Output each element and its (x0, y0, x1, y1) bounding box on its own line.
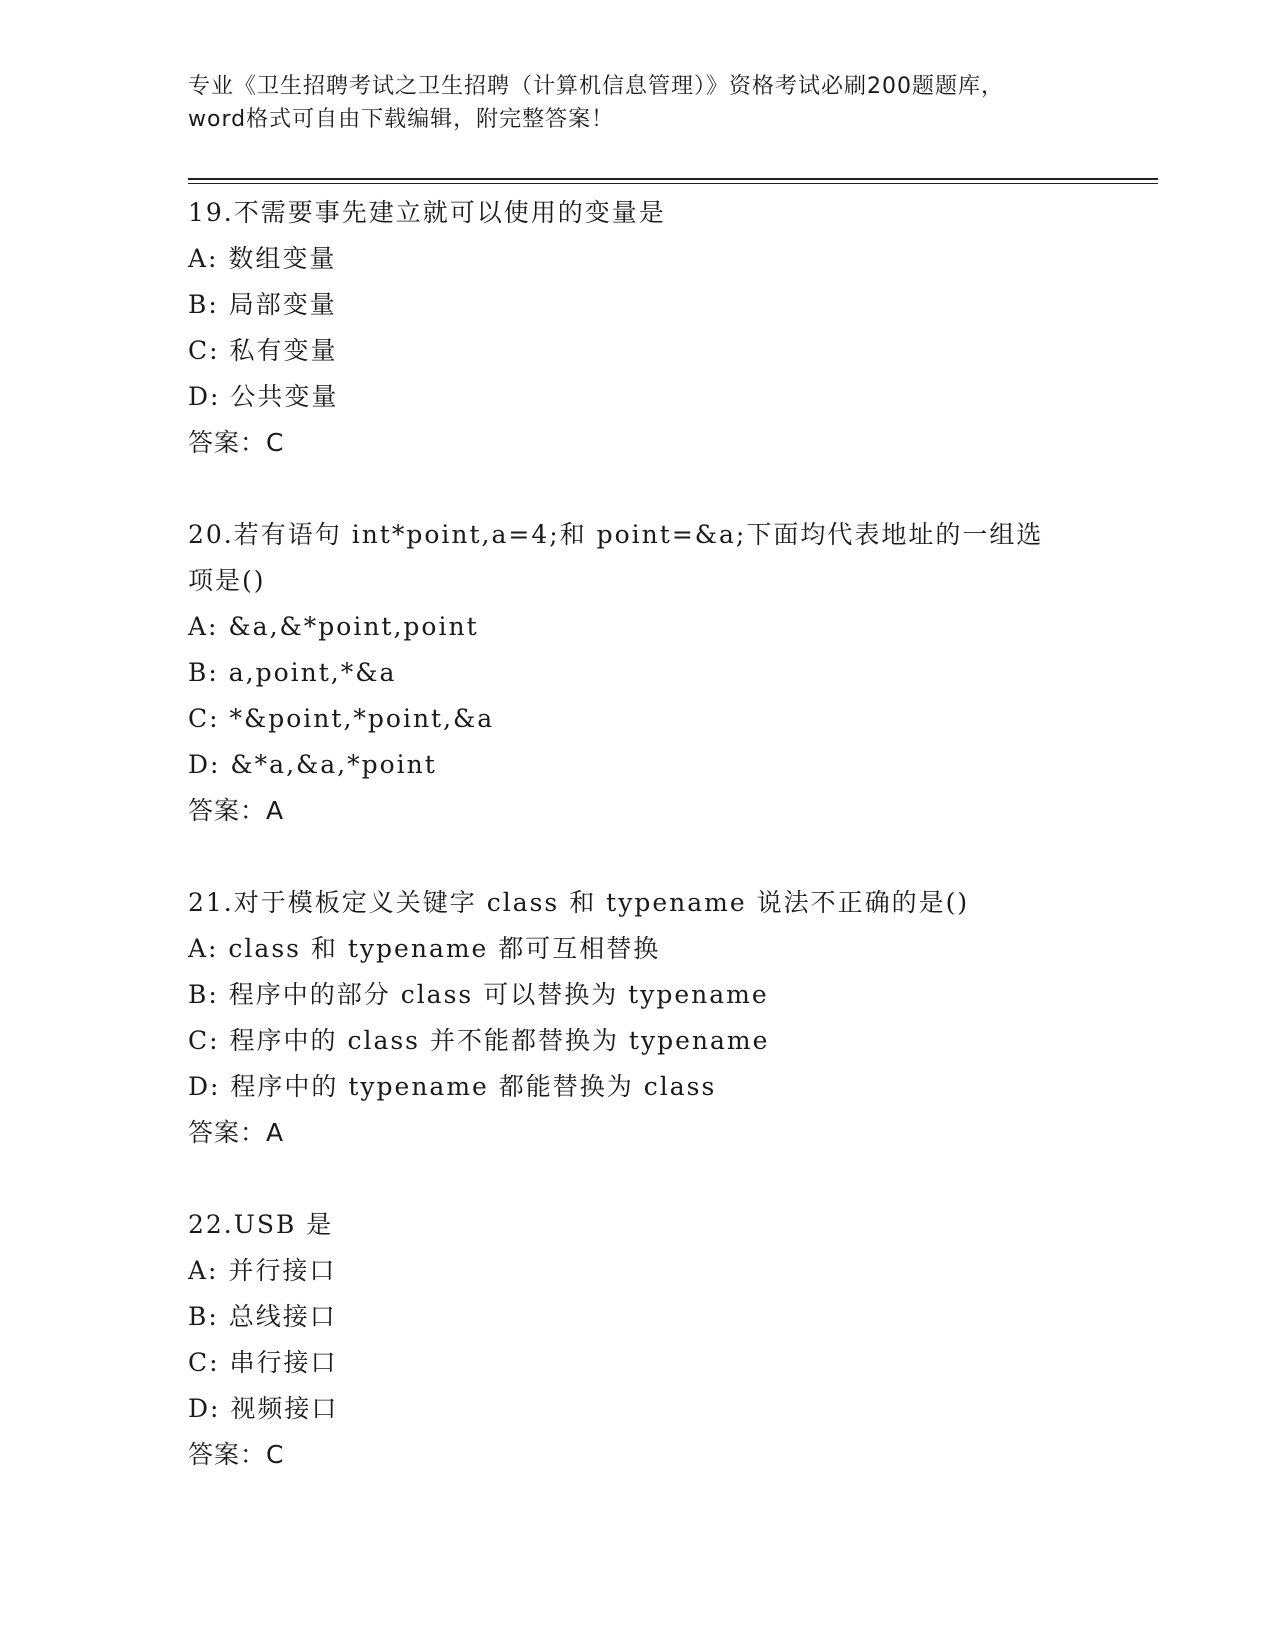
option-c: C: *&point,*point,&a (188, 704, 495, 733)
question-21 (188, 880, 1088, 1156)
question-title: 20.若有语句 int*point,a=4;和 point=&a;下面均代表地址的一组选项是() (188, 520, 1044, 595)
option-a: A: 并行接口 (188, 1256, 337, 1285)
answer-label: 答案：C (188, 1440, 285, 1469)
question-19 (188, 190, 1088, 466)
option-d: D: 视频接口 (188, 1394, 339, 1423)
option-b: B: 总线接口 (188, 1302, 337, 1331)
header-line-2: word格式可自由下载编辑，附完整答案！ (188, 107, 615, 132)
question-22 (188, 1202, 1088, 1478)
header-divider-thick (188, 178, 1158, 180)
option-b: B: 局部变量 (188, 290, 337, 319)
document-header (188, 70, 1088, 136)
question-title: 21.对于模板定义关键字 class 和 typename 说法不正确的是() (188, 888, 970, 917)
option-a: A: class 和 typename 都可互相替换 (188, 934, 661, 963)
question-title: 19.不需要事先建立就可以使用的变量是 (188, 198, 666, 227)
option-c: C: 私有变量 (188, 336, 338, 365)
option-d: D: 公共变量 (188, 382, 339, 411)
question-20 (188, 512, 1088, 834)
option-c: C: 程序中的 class 并不能都替换为 typename (188, 1026, 770, 1055)
option-c: C: 串行接口 (188, 1348, 338, 1377)
option-b: B: 程序中的部分 class 可以替换为 typename (188, 980, 769, 1009)
option-a: A: &a,&*point,point (188, 612, 479, 641)
question-list (188, 190, 1088, 1524)
option-d: D: 程序中的 typename 都能替换为 class (188, 1072, 717, 1101)
question-title: 22.USB 是 (188, 1210, 334, 1239)
option-b: B: a,point,*&a (188, 658, 397, 687)
answer-label: 答案：C (188, 428, 285, 457)
option-d: D: &*a,&a,*point (188, 750, 437, 779)
option-a: A: 数组变量 (188, 244, 337, 273)
answer-label: 答案：A (188, 1118, 285, 1147)
answer-label: 答案：A (188, 796, 285, 825)
header-divider-thin (188, 183, 1158, 184)
header-line-1: 专业《卫生招聘考试之卫生招聘（计算机信息管理）》资格考试必刷200题题库， (188, 74, 1004, 99)
